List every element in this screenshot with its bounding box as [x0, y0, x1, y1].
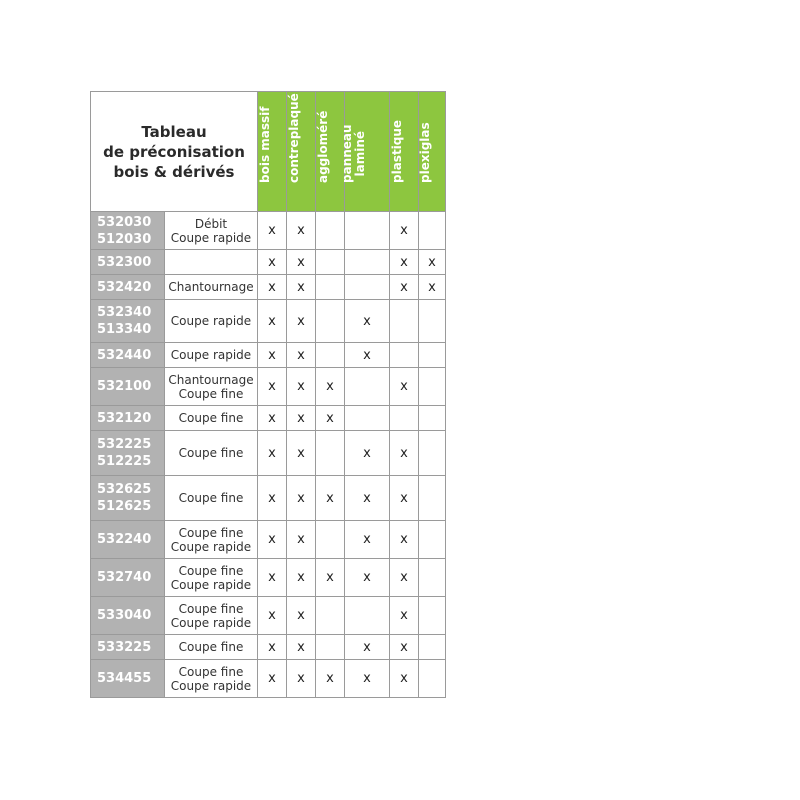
suitability-cell	[258, 635, 287, 660]
usage-text: Coupe rapide	[170, 348, 252, 362]
suitable-mark: x	[297, 639, 305, 655]
usage-cell	[165, 476, 258, 521]
suitable-mark: x	[326, 379, 334, 394]
usage-cell	[165, 431, 258, 476]
product-code-cell	[91, 635, 165, 660]
suitable-mark: x	[297, 379, 305, 394]
usage-text: Débit	[194, 216, 228, 231]
usage-text: Chantournage	[168, 372, 254, 387]
suitable-mark: x	[297, 279, 305, 295]
table-row	[91, 559, 446, 597]
usage-text: Coupe rapide	[170, 678, 252, 693]
suitability-cell	[287, 368, 316, 406]
product-code: 532225	[97, 437, 152, 452]
product-code-cell	[91, 250, 165, 275]
suitability-cell	[316, 343, 345, 368]
suitability-cell	[390, 368, 419, 406]
suitability-cell	[419, 212, 446, 250]
suitability-cell	[316, 431, 345, 476]
suitable-mark: x	[297, 313, 305, 329]
suitability-cell	[419, 250, 446, 275]
suitability-cell	[287, 635, 316, 660]
usage-text: Coupe rapide	[170, 230, 252, 245]
usage-text: Coupe fine	[178, 563, 244, 578]
table-row	[91, 368, 446, 406]
suitability-cell	[390, 597, 419, 635]
suitability-cell	[390, 476, 419, 521]
suitable-mark: x	[297, 532, 305, 547]
usage-text: Coupe fine	[178, 491, 244, 505]
suitable-mark: x	[363, 347, 371, 363]
usage-text: Coupe fine	[178, 386, 244, 401]
suitability-cell	[258, 250, 287, 275]
suitable-mark: x	[400, 223, 408, 238]
suitability-cell	[345, 300, 390, 343]
suitable-mark: x	[400, 570, 408, 585]
product-code-cell	[91, 476, 165, 521]
product-code: 512225	[97, 454, 152, 469]
table-row	[91, 275, 446, 300]
suitable-mark: x	[400, 279, 408, 295]
suitable-mark: x	[297, 445, 305, 461]
usage-cell	[165, 368, 258, 406]
product-code: 532440	[97, 347, 152, 363]
suitability-cell	[390, 635, 419, 660]
product-code: 533040	[97, 608, 152, 623]
suitable-mark: x	[297, 570, 305, 585]
suitability-cell	[419, 368, 446, 406]
material-label: plastique	[390, 119, 404, 183]
material-header-plastique	[390, 92, 419, 212]
product-code: 532240	[97, 532, 152, 547]
suitability-cell	[345, 212, 390, 250]
usage-cell	[165, 635, 258, 660]
suitability-cell	[419, 660, 446, 698]
suitability-cell	[287, 559, 316, 597]
suitability-cell	[316, 368, 345, 406]
suitable-mark: x	[400, 671, 408, 686]
suitability-cell	[287, 476, 316, 521]
suitable-mark: x	[297, 671, 305, 686]
suitable-mark: x	[297, 223, 305, 238]
table-row	[91, 300, 446, 343]
header-row	[91, 92, 446, 212]
suitability-cell	[419, 343, 446, 368]
suitability-cell	[287, 275, 316, 300]
suitable-mark: x	[268, 279, 276, 295]
suitable-mark: x	[268, 639, 276, 655]
suitable-mark: x	[297, 347, 305, 363]
suitable-mark: x	[326, 410, 334, 426]
suitable-mark: x	[400, 379, 408, 394]
suitability-cell	[390, 660, 419, 698]
suitability-cell	[345, 250, 390, 275]
table-row	[91, 635, 446, 660]
suitable-mark: x	[326, 570, 334, 585]
suitable-mark: x	[268, 410, 276, 426]
usage-cell	[165, 250, 258, 275]
product-code-cell	[91, 559, 165, 597]
suitability-cell	[287, 521, 316, 559]
suitability-cell	[258, 275, 287, 300]
suitability-cell	[287, 212, 316, 250]
suitability-cell	[258, 476, 287, 521]
suitability-cell	[419, 635, 446, 660]
suitability-cell	[345, 368, 390, 406]
suitability-cell	[258, 300, 287, 343]
suitability-cell	[258, 521, 287, 559]
material-label: bois massif	[258, 106, 272, 183]
table-row	[91, 521, 446, 559]
usage-cell	[165, 300, 258, 343]
suitability-cell	[419, 476, 446, 521]
suitable-mark: x	[400, 490, 408, 506]
suitable-mark: x	[297, 490, 305, 506]
product-code: 513340	[97, 322, 152, 337]
suitable-mark: x	[363, 445, 371, 461]
suitability-cell	[316, 635, 345, 660]
material-label: laminé	[353, 130, 367, 177]
suitable-mark: x	[268, 608, 276, 623]
suitability-cell	[258, 343, 287, 368]
suitability-cell	[419, 521, 446, 559]
usage-text: Chantournage	[168, 280, 254, 294]
product-code-cell	[91, 212, 165, 250]
suitability-cell	[345, 476, 390, 521]
suitability-cell	[258, 212, 287, 250]
usage-cell	[165, 275, 258, 300]
suitability-cell	[345, 431, 390, 476]
product-code: 532340	[97, 305, 152, 320]
product-code: 532100	[97, 379, 152, 394]
suitability-cell	[316, 521, 345, 559]
product-code: 532030	[97, 214, 152, 230]
suitability-cell	[345, 406, 390, 431]
suitability-cell	[287, 660, 316, 698]
suitability-cell	[258, 406, 287, 431]
material-label: aggloméré	[316, 110, 330, 183]
suitable-mark: x	[297, 608, 305, 623]
product-code-cell	[91, 660, 165, 698]
suitability-cell	[390, 406, 419, 431]
usage-cell	[165, 660, 258, 698]
suitability-cell	[287, 250, 316, 275]
product-code: 512030	[97, 231, 152, 247]
usage-cell	[165, 597, 258, 635]
suitable-mark: x	[268, 223, 276, 238]
suitability-cell	[316, 597, 345, 635]
material-header-bois-massif	[258, 92, 287, 212]
suitability-cell	[419, 559, 446, 597]
suitability-cell	[258, 431, 287, 476]
material-header-contreplaque	[287, 92, 316, 212]
suitability-cell	[390, 521, 419, 559]
product-code: 532740	[97, 570, 152, 585]
suitability-cell	[316, 660, 345, 698]
suitable-mark: x	[400, 639, 408, 655]
suitable-mark: x	[428, 254, 436, 270]
usage-text: Coupe fine	[178, 525, 244, 540]
product-code: 532300	[97, 254, 152, 270]
product-code-cell	[91, 597, 165, 635]
usage-text: Coupe fine	[178, 601, 244, 616]
suitable-mark: x	[268, 254, 276, 270]
suitability-cell	[390, 431, 419, 476]
suitable-mark: x	[268, 379, 276, 394]
title-line: Tableau	[141, 122, 207, 141]
product-code-cell	[91, 521, 165, 559]
suitability-cell	[316, 559, 345, 597]
usage-cell	[165, 343, 258, 368]
usage-cell	[165, 559, 258, 597]
suitability-cell	[390, 559, 419, 597]
title-line: de préconisation	[103, 142, 245, 161]
product-code: 532420	[97, 279, 152, 295]
table-row	[91, 597, 446, 635]
suitable-mark: x	[428, 279, 436, 295]
suitability-cell	[287, 343, 316, 368]
suitable-mark: x	[268, 570, 276, 585]
product-code: 512625	[97, 499, 152, 514]
usage-text: Coupe fine	[178, 640, 244, 654]
suitable-mark: x	[268, 445, 276, 461]
product-code: 532120	[97, 410, 152, 426]
table-row	[91, 476, 446, 521]
suitability-cell	[345, 635, 390, 660]
material-header-panneau-lamine	[340, 92, 390, 212]
suitability-cell	[287, 597, 316, 635]
suitable-mark: x	[363, 570, 371, 585]
suitable-mark: x	[297, 410, 305, 426]
suitability-cell	[316, 300, 345, 343]
suitability-cell	[419, 597, 446, 635]
suitable-mark: x	[400, 445, 408, 461]
suitability-cell	[258, 660, 287, 698]
suitable-mark: x	[363, 671, 371, 686]
suitability-cell	[345, 559, 390, 597]
suitable-mark: x	[363, 639, 371, 655]
suitability-cell	[345, 343, 390, 368]
product-code-cell	[91, 275, 165, 300]
suitability-cell	[345, 275, 390, 300]
product-code: 532625	[97, 482, 152, 497]
product-code-cell	[91, 368, 165, 406]
table-row	[91, 406, 446, 431]
usage-cell	[165, 521, 258, 559]
title-line: bois & dérivés	[113, 162, 235, 181]
usage-text: Coupe fine	[178, 411, 244, 425]
suitability-cell	[419, 406, 446, 431]
suitable-mark: x	[268, 490, 276, 506]
suitability-cell	[258, 368, 287, 406]
usage-text: Coupe rapide	[170, 314, 252, 328]
table-row	[91, 212, 446, 250]
product-code: 534455	[97, 671, 152, 686]
suitable-mark: x	[268, 347, 276, 363]
suitable-mark: x	[268, 671, 276, 686]
suitable-mark: x	[400, 532, 408, 547]
usage-text: Coupe fine	[178, 664, 244, 679]
table-row	[91, 343, 446, 368]
suitability-cell	[390, 212, 419, 250]
suitability-cell	[390, 343, 419, 368]
suitable-mark: x	[297, 254, 305, 270]
material-label: plexiglas	[418, 122, 432, 183]
usage-text: Coupe rapide	[170, 577, 252, 592]
suitable-mark: x	[326, 490, 334, 506]
material-header-plexiglas	[419, 92, 446, 212]
suitability-cell	[390, 275, 419, 300]
suitability-cell	[316, 476, 345, 521]
suitability-cell	[316, 212, 345, 250]
table-row	[91, 250, 446, 275]
suitability-cell	[390, 300, 419, 343]
suitability-cell	[316, 406, 345, 431]
suitable-mark: x	[400, 608, 408, 623]
suitability-cell	[316, 250, 345, 275]
material-label: panneau	[340, 124, 354, 183]
suitability-cell	[419, 275, 446, 300]
suitable-mark: x	[363, 490, 371, 506]
product-code: 533225	[97, 639, 152, 655]
material-label: contreplaqué	[287, 93, 301, 183]
usage-cell	[165, 406, 258, 431]
table-row	[91, 431, 446, 476]
suitability-cell	[419, 431, 446, 476]
product-code-cell	[91, 406, 165, 431]
usage-text: Coupe rapide	[170, 539, 252, 554]
usage-text: Coupe fine	[178, 446, 244, 460]
recommendation-table	[90, 91, 446, 698]
table-row	[91, 660, 446, 698]
suitability-cell	[390, 250, 419, 275]
suitability-cell	[287, 431, 316, 476]
suitability-cell	[287, 300, 316, 343]
suitability-cell	[287, 406, 316, 431]
suitable-mark: x	[363, 532, 371, 547]
suitable-mark: x	[326, 671, 334, 686]
suitability-cell	[258, 597, 287, 635]
product-code-cell	[91, 343, 165, 368]
suitability-cell	[258, 559, 287, 597]
suitable-mark: x	[400, 254, 408, 270]
suitable-mark: x	[363, 313, 371, 329]
usage-cell	[165, 212, 258, 250]
suitability-cell	[345, 597, 390, 635]
product-code-cell	[91, 431, 165, 476]
suitability-cell	[345, 521, 390, 559]
product-code-cell	[91, 300, 165, 343]
suitability-cell	[316, 275, 345, 300]
suitability-cell	[345, 660, 390, 698]
table-title	[91, 92, 258, 212]
suitable-mark: x	[268, 532, 276, 547]
suitability-cell	[419, 300, 446, 343]
usage-text: Coupe rapide	[170, 615, 252, 630]
suitable-mark: x	[268, 313, 276, 329]
